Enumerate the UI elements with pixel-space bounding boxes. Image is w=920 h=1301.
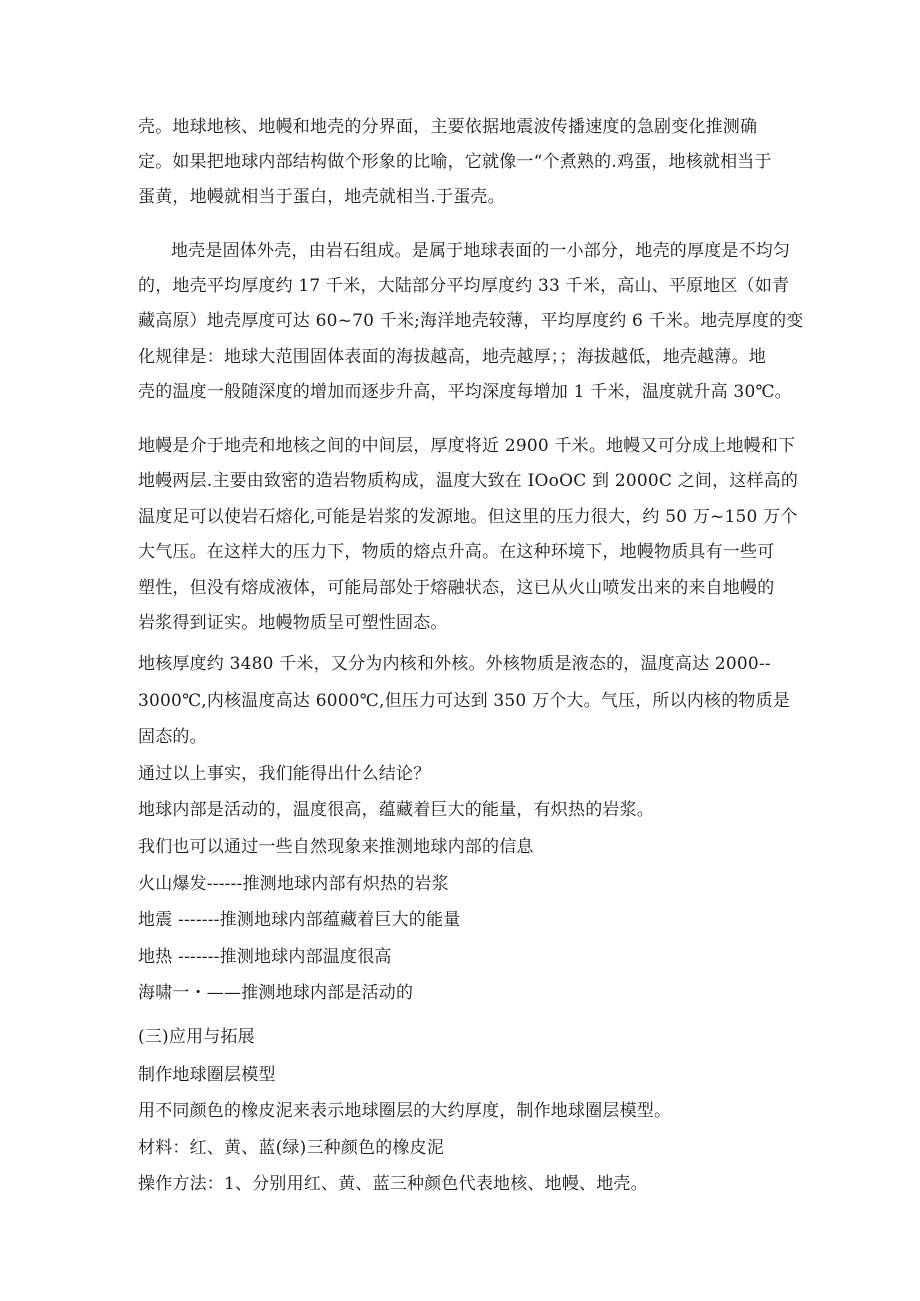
text-line: 3000℃,内核温度高达 6000℃,但压力可达到 350 万个大。气压，所以内核的物质是 [138,691,791,711]
text-line: 火山爆发------推测地球内部有炽热的岩浆 [138,874,449,894]
text-line: 化规律是：地球大范围固体表面的海拔越高，地壳越厚；；海拔越低，地壳越薄。地 [138,347,766,367]
text-line: 固态的。 [138,727,207,747]
text-line: 定。如果把地球内部结构做个形象的比喻，它就像一“个煮熟的.鸡蛋，地核就相当于 [138,152,772,172]
text-line: 大气压。在这样大的压力下，物质的熔点升高。在这种环境下，地幔物质具有一些可 [138,542,775,562]
text-line: 蛋黄，地幔就相当于蛋白，地壳就相当.于蛋壳。 [138,187,505,207]
text-line: 塑性，但没有熔成液体，可能局部处于熔融状态，这已从火山喷发出来的来自地幔的 [138,578,775,598]
text-line: 用不同颜色的橡皮泥来表示地球圈层的大约厚度，制作地球圈层模型。 [138,1101,672,1121]
text-line: 地热 -------推测地球内部温度很高 [138,947,392,967]
text-line: 地幔是介于地壳和地核之间的中间层，厚度将近 2900 千米。地幔又可分成上地幔和下 [138,436,796,456]
text-line: 壳的温度一般随深度的增加而逐步升高，平均深度每增加 1 千米，温度就升高 30℃。 [138,382,792,402]
text-line: 的，地壳平均厚度约 17 千米，大陆部分平均厚度约 33 千米，高山、平原地区（如青 [138,276,790,296]
section-heading: (三)应用与拓展 [138,1027,255,1047]
text-line: 地核厚度约 3480 千米，又分为内核和外核。外核物质是液态的，温度高达 2000-- [138,654,771,674]
text-line: 温度足可以使岩石熔化,可能是岩浆的发源地。但这里的压力很大，约 50 万~150 万个 [138,507,798,527]
text-line: 藏高原）地壳厚度可达 60~70 千米;海洋地壳较薄，平均厚度约 6 千米。地壳厚度的变 [138,311,804,331]
text-line: 地震 -------推测地球内部蕴藏着巨大的能量 [138,910,461,930]
text-line: 岩浆得到证实。地幔物质呈可塑性固态。 [138,613,448,633]
text-line: 地壳是固体外壳，由岩石组成。是属于地球表面的一小部分，地壳的厚度是不均匀 [171,241,791,261]
text-line: 我们也可以通过一些自然现象来推测地球内部的信息 [138,837,534,857]
text-line: 材料：红、黄、蓝(绿)三种颜色的橡皮泥 [138,1138,445,1158]
text-line: 通过以上事实，我们能得出什么结论？ [138,764,431,784]
text-line: 地球内部是活动的，温度很高，蕴藏着巨大的能量，有炽热的岩浆。 [138,800,654,820]
text-line: 壳。地球地核、地幔和地壳的分界面，主要依据地震波传播速度的急剧变化推测确 [138,117,758,137]
text-line: 地幔两层.主要由致密的造岩物质构成，温度大致在 IOoOC 到 2000C 之间，这样高的 [138,471,799,491]
text-line: 海啸一・——推测地球内部是活动的 [138,983,414,1003]
text-line: 制作地球圈层模型 [138,1065,276,1085]
text-line: 操作方法：1、分别用红、黄、蓝三种颜色代表地核、地幔、地壳。 [138,1174,648,1194]
